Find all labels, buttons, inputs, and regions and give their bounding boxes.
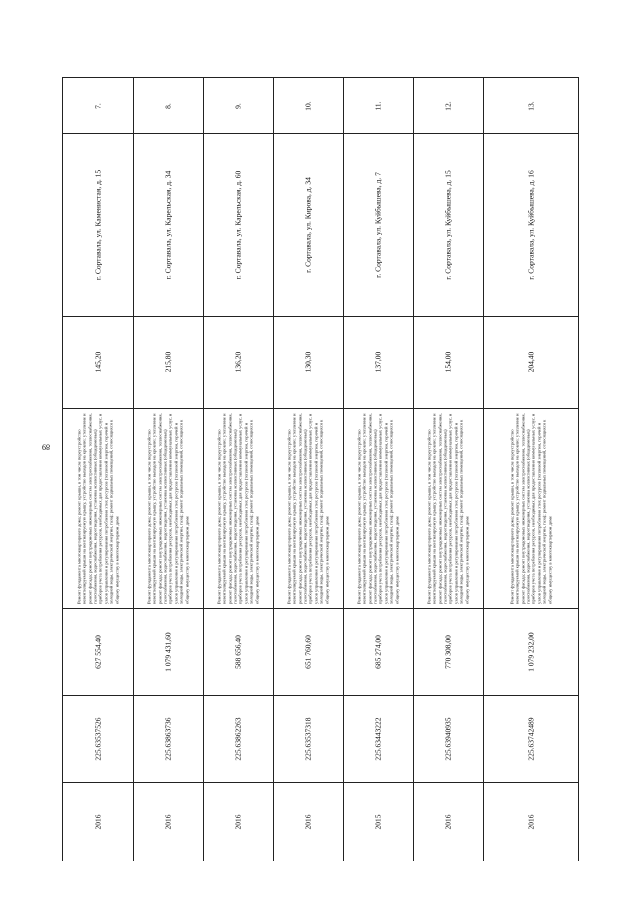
area-cell: 215,80 [133,316,203,409]
cost-cell: 1 079 232,00 [483,608,578,696]
area-cell: 145,20 [63,316,133,409]
address-cell: г. Сортавала, ул. Куйбышева, д. 15 [413,133,483,317]
area-cell: 137,00 [343,316,413,409]
year-cell: 2016 [93,814,103,829]
building-code-cell: 225.63537526 [63,695,133,783]
building-code-cell: 225.63742489 [483,695,578,783]
address-cell: г. Сортавала, ул. Куйбышева, д. 16 [483,133,578,317]
table-row [63,78,134,861]
building-code-cell: 225.63863736 [133,695,203,783]
work-types-cell: Ремонт фундамента многоквартирного дома; ремонт крыши, в том числе переустройство невентилируемой крыши на вентилируемую крышу, устройство выходов на кровлю; утепление и ремонт фасада; ремонт внутридомовых инженерных систем электроснабжения, теплоснабжения, газоснабжения, водоснабжения, водоотведения, установка коллективных (общедомовых) приборов учета потребления ресурсов, необходимых для предоставления коммунальных услуг, и узлов управления и регулирования потребления этих ресурсов (тепловой энергии, горячей и холодной воды, электрической энергии, газа); ремонт подвальных помещений, относящихся к общему имуществу в многоквартирном доме [343,408,413,609]
cost-cell: 770 308,00 [413,608,483,696]
address-cell: г. Сортавала, ул. Карельская, д. 60 [203,133,273,317]
year-cell: 2016 [233,814,243,829]
table-row [133,78,204,861]
row-number-cell: 13. [483,78,578,134]
address-cell: г. Сортавала, ул. Куйбышева, д. 7 [343,133,413,317]
table-row [203,78,274,861]
year-cell: 2016 [443,814,453,829]
year-cell: 2016 [303,814,313,829]
work-types-cell: Ремонт фундамента многоквартирного дома; ремонт крыши, в том числе переустройство невентилируемой крыши на вентилируемую крышу, устройство выходов на кровлю; утепление и ремонт фасада; ремонт внутридомовых инженерных систем электроснабжения, теплоснабжения, газоснабжения, водоснабжения, водоотведения, установка коллективных (общедомовых) приборов учета потребления ресурсов, необходимых для предоставления коммунальных услуг, и узлов управления и регулирования потребления этих ресурсов (тепловой энергии, горячей и холодной воды, электрической энергии, газа); ремонт подвальных помещений, относящихся к общему имуществу в многоквартирном доме [413,408,483,609]
cost-cell: 627 554,40 [63,608,133,696]
building-code-cell: 225.63940935 [413,695,483,783]
work-types-cell: Ремонт фундамента многоквартирного дома; ремонт крыши, в том числе переустройство невентилируемой крыши на вентилируемую крышу, устройство выходов на кровлю; утепление и ремонт фасада; ремонт внутридомовых инженерных систем электроснабжения, теплоснабжения, газоснабжения, водоснабжения, водоотведения, установка коллективных (общедомовых) приборов учета потребления ресурсов, необходимых для предоставления коммунальных услуг, и узлов управления и регулирования потребления этих ресурсов (тепловой энергии, горячей и холодной воды, электрической энергии, газа); ремонт подвальных помещений, относящихся к общему имуществу в многоквартирном доме [133,408,203,609]
area-cell: 130,30 [273,316,343,409]
cost-cell: 651 760,60 [273,608,343,696]
work-types-cell: Ремонт фундамента многоквартирного дома; ремонт крыши, в том числе переустройство невентилируемой крыши на вентилируемую крышу, устройство выходов на кровлю; утепление и ремонт фасада; ремонт внутридомовых инженерных систем электроснабжения, теплоснабжения, газоснабжения, водоснабжения, водоотведения, установка коллективных (общедомовых) приборов учета потребления ресурсов, необходимых для предоставления коммунальных услуг, и узлов управления и регулирования потребления этих ресурсов (тепловой энергии, горячей и холодной воды, электрической энергии, газа); ремонт подвальных помещений, относящихся к общему имуществу в многоквартирном доме [273,408,343,609]
table-row [343,78,414,861]
year-cell: 2015 [373,814,383,829]
row-number-cell: 7. [63,78,133,134]
row-number-cell: 12. [413,78,483,134]
address-cell: г. Сортавала, ул. Кирова, д. 34 [273,133,343,317]
building-code-cell: 225.63862263 [203,695,273,783]
work-types-cell: Ремонт фундамента многоквартирного дома; ремонт крыши, в том числе переустройство невентилируемой крыши на вентилируемую крышу, устройство выходов на кровлю; утепление и ремонт фасада; ремонт внутридомовых инженерных систем электроснабжения, теплоснабжения, газоснабжения, водоснабжения, водоотведения, установка коллективных (общедомовых) приборов учета потребления ресурсов, необходимых для предоставления коммунальных услуг, и узлов управления и регулирования потребления этих ресурсов (тепловой энергии, горячей и холодной воды, электрической энергии, газа); ремонт подвальных помещений, относящихся к общему имуществу в многоквартирном доме [203,408,273,609]
row-number-cell: 10. [273,78,343,134]
cost-cell: 685 274,00 [343,608,413,696]
building-code-cell: 225.63537318 [273,695,343,783]
row-number-cell: 9. [203,78,273,134]
row-number-cell: 11. [343,78,413,134]
work-types-cell: Ремонт фундамента многоквартирного дома; ремонт крыши, в том числе переустройство невентилируемой крыши на вентилируемую крышу, устройство выходов на кровлю; утепление и ремонт фасада; ремонт внутридомовых инженерных систем электроснабжения, теплоснабжения, газоснабжения, водоснабжения, водоотведения, установка коллективных (общедомовых) приборов учета потребления ресурсов, необходимых для предоставления коммунальных услуг, и узлов управления и регулирования потребления этих ресурсов (тепловой энергии, горячей и холодной воды, электрической энергии, газа); ремонт подвальных помещений, относящихся к общему имуществу в многоквартирном доме [483,408,578,609]
year-cell: 2016 [526,814,535,829]
area-cell: 154,00 [413,316,483,409]
address-cell: г. Сортавала, ул. Каменистая, д. 15 [63,133,133,317]
cost-cell: 588 656,40 [203,608,273,696]
building-code-cell: 225.63443222 [343,695,413,783]
cost-cell: 1 079 431,60 [133,608,203,696]
repair-schedule-table [62,77,579,861]
area-cell: 136,20 [203,316,273,409]
table-row [273,78,344,861]
table-row [413,78,484,861]
table-row [483,78,579,861]
address-cell: г. Сортавала, ул. Карельская, д. 34 [133,133,203,317]
row-number-cell: 8. [133,78,203,134]
year-cell: 2016 [163,814,173,829]
work-types-cell: Ремонт фундамента многоквартирного дома; ремонт крыши, в том числе переустройство невентилируемой крыши на вентилируемую крышу, устройство выходов на кровлю; утепление и ремонт фасада; ремонт внутридомовых инженерных систем электроснабжения, теплоснабжения, газоснабжения, водоснабжения, водоотведения, установка коллективных (общедомовых) приборов учета потребления ресурсов, необходимых для предоставления коммунальных услуг, и узлов управления и регулирования потребления этих ресурсов (тепловой энергии, горячей и холодной воды, электрической энергии, газа); ремонт подвальных помещений, относящихся к общему имуществу в многоквартирном доме [63,408,133,609]
area-cell: 204,40 [483,316,578,409]
